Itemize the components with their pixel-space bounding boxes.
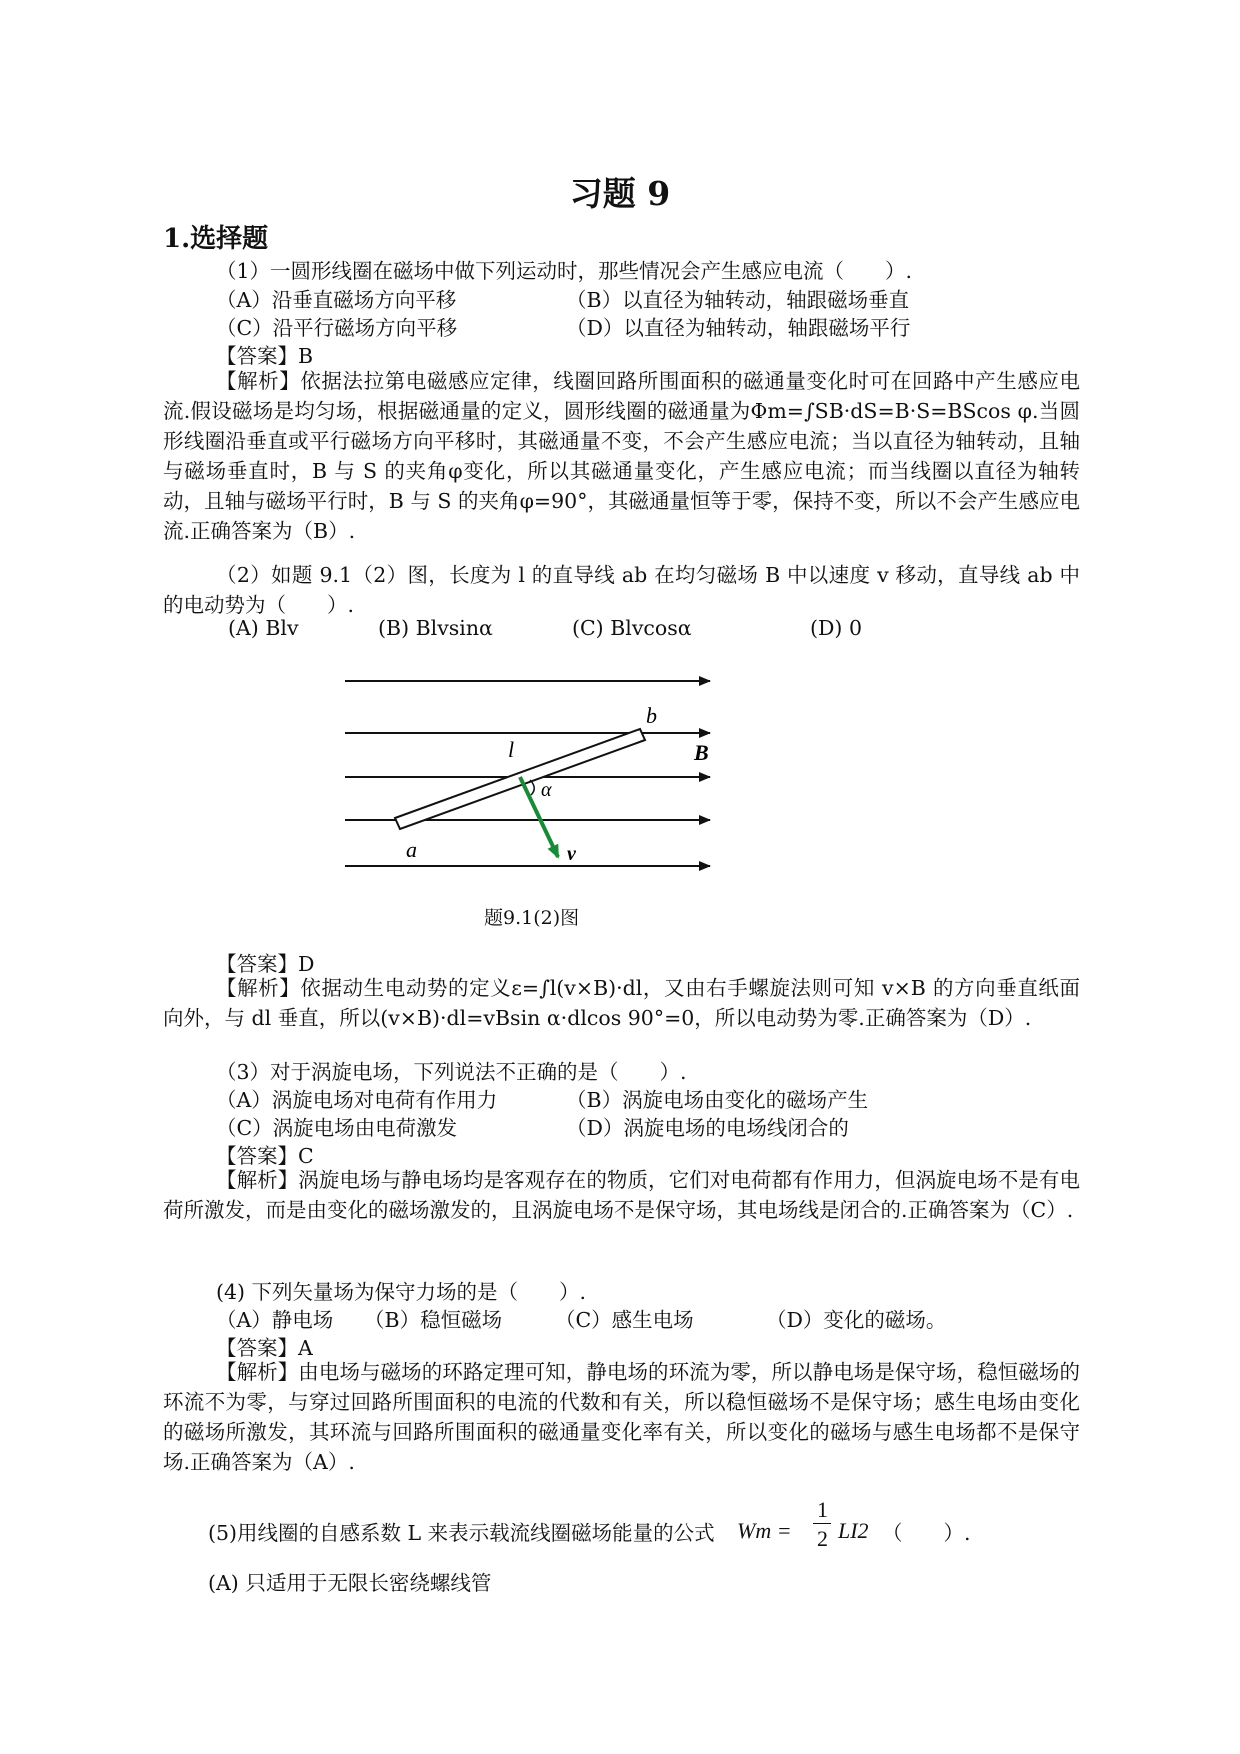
q2-option-d: (D) 0 [810, 616, 862, 640]
q1-option-d: （D）以直径为轴转动，轴跟磁场平行 [566, 316, 911, 340]
q4-stem: (4) 下列矢量场为保守力场的是（ ）. [216, 1280, 587, 1304]
q4-analysis: 【解析】由电场与磁场的环路定理可知，静电场的环流为零，所以静电场是保守场，稳恒磁场的环流不为零，与穿过回路所围面积的电流的代数和有关，所以稳恒磁场不是保守场；感生电场由变化的磁场所激发，其环流与回路所围面积的磁通量变化率有关，所以变化的磁场与感生电场都不是保守场.正确答案为（A）. [163, 1360, 1080, 1474]
q3-option-c: （C）涡旋电场由电荷激发 [216, 1116, 458, 1140]
q2-analysis: 【解析】依据动生电动势的定义ε=∫l(v×B)·dl，又由右手螺旋法则可知 v×B 的方向垂直纸面向外，与 dl 垂直，所以(v×B)·dl=vBsin α·dlcos 90°=0，所以电动势为零.正确答案为（D）. [163, 976, 1080, 1030]
label-b: b [646, 703, 657, 728]
q3-analysis: 【解析】涡旋电场与静电场均是客观存在的物质，它们对电荷都有作用力，但涡旋电场不是有电荷所激发，而是由变化的磁场激发的，且涡旋电场不是保守场，其电场线是闭合的.正确答案为（C）. [163, 1168, 1080, 1222]
formula-lhs: Wm = [737, 1518, 792, 1543]
q4-option-b: （B）稳恒磁场 [364, 1308, 503, 1332]
q3-option-a: （A）涡旋电场对电荷有作用力 [216, 1088, 498, 1112]
q1-option-b: （B）以直径为轴转动，轴跟磁场垂直 [566, 288, 910, 312]
q2-option-a: (A) Blv [228, 616, 299, 640]
page-title: 习题 9 [569, 174, 671, 213]
q3-answer: 【答案】C [216, 1144, 314, 1168]
q2-stem: （2）如题 9.1（2）图，长度为 l 的直导线 ab 在均匀磁场 B 中以速度 v 移动，直导线 ab 中的电动势为（ ）. [163, 563, 1080, 617]
formula-rhs: LI2 [838, 1518, 869, 1543]
q2-option-b: (B) Blvsinα [378, 616, 493, 640]
q4-option-a: （A）静电场 [216, 1308, 334, 1332]
q1-option-c: （C）沿平行磁场方向平移 [216, 316, 458, 340]
section-heading: 1.选择题 [163, 224, 269, 254]
q5-stem [208, 1516, 715, 1546]
velocity-arrow [520, 777, 558, 857]
q5-option-a: (A) 只适用于无限长密绕螺线管 [208, 1571, 492, 1595]
q2-answer: 【答案】D [216, 952, 315, 976]
q3-option-d: （D）涡旋电场的电场线闭合的 [566, 1116, 849, 1140]
formula-numerator: 1 [817, 1497, 828, 1522]
q1-answer: 【答案】B [216, 344, 314, 368]
q4-option-d: （D）变化的磁场。 [766, 1308, 947, 1332]
q1-analysis: 【解析】依据法拉第电磁感应定律，线圈回路所围面积的磁通量变化时可在回路中产生感应电流.假设磁场是均匀场，根据磁通量的定义，圆形线圈的磁通量为Φm=∫SB·dS=B·S=BScos φ.当圆形线圈沿垂直或平行磁场方向平移时，其磁通量不变，不会产生感应电流；当以直径为轴转动，且轴与磁场垂直时，B 与 S 的夹角φ变化，所以其磁通量变化，产生感应电流；而当线圈以直径为轴转动，且轴与磁场平行时，B 与 S 的夹角φ=90°，其磁通量恒等于零，保持不变，所以不会产生感应电流.正确答案为（B）. [163, 369, 1080, 543]
figure-caption: 题9.1(2)图 [484, 907, 580, 929]
label-v: v [567, 843, 576, 865]
q2-option-c: (C) Blvcosα [572, 616, 692, 640]
q1-option-a: （A）沿垂直磁场方向平移 [216, 288, 457, 312]
q3-option-b: （B）涡旋电场由变化的磁场产生 [566, 1088, 869, 1112]
q5-stem-text: (5)用线圈的自感系数 L 来表示载流线圈磁场能量的公式 [208, 1521, 715, 1545]
label-l: l [508, 737, 515, 762]
q3-stem: （3）对于涡旋电场，下列说法不正确的是（ ）. [216, 1060, 687, 1084]
q4-option-c: （C）感生电场 [555, 1308, 694, 1332]
q1-stem: （1）一圆形线圈在磁场中做下列运动时，那些情况会产生感应电流（ ）. [216, 259, 913, 283]
figure-9-1-2 [0, 660, 1240, 940]
formula-denominator: 2 [817, 1526, 828, 1551]
label-a: a [406, 837, 417, 862]
q4-answer: 【答案】A [216, 1336, 313, 1360]
label-B: B [694, 740, 709, 765]
label-alpha: α [541, 779, 552, 801]
q5-stem-end: （ ）. [882, 1521, 971, 1545]
